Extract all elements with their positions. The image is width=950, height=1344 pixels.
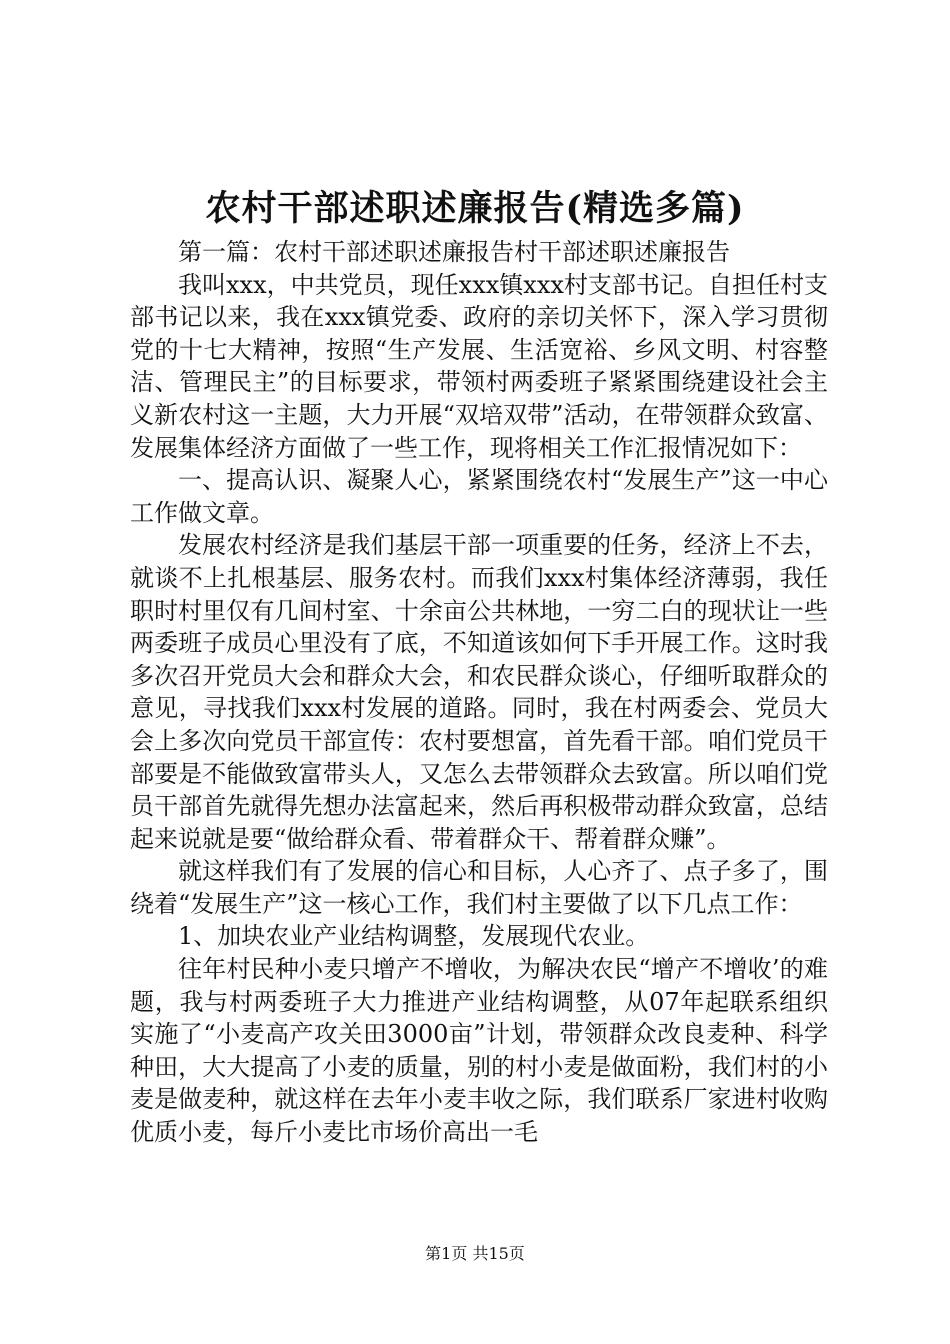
page-footer: 第1页 共15页 bbox=[425, 1244, 525, 1263]
document-title: 农村干部述职述廉报告(精选多篇) bbox=[205, 188, 745, 229]
list-item-heading: 1、加块农业产业结构调整，发展现代农业。 bbox=[178, 922, 650, 951]
subsection-heading: 一、提高认识、凝聚人心，紧紧围绕农村“发展生产”这一中心工作做文章。 bbox=[130, 466, 828, 527]
document-body bbox=[130, 236, 828, 1149]
body-paragraph: 我叫xxx，中共党员，现任xxx镇xxx村支部书记。自担任村支部书记以来，我在xxx镇党委、政府的亲切关怀下，深入学习贯彻党的十七大精神，按照“生产发展、生活宽裕、乡风文明、村容整洁、管理民主”的目标要求，带领村两委班子紧紧围绕建设社会主义新农村这一主题，大力开展“双培双带”活动，在带领群众致富、发展集体经济方面做了一些工作，现将相关工作汇报情况如下： bbox=[130, 270, 828, 462]
body-paragraph: 往年村民种小麦只增产不增收，为解决农民“增产不增收’的难题，我与村两委班子大力推进产业结构调整，从07年起联系组织实施了“小麦高产攻关田3000亩”计划，带领群众改良麦种、科学种田，大大提高了小麦的质量，别的村小麦是做面粉，我们村的小麦是做麦种，就这样在去年小麦丰收之际，我们联系厂家进村收购优质小麦，每斤小麦比市场价高出一毛 bbox=[130, 955, 828, 1147]
body-paragraph: 就这样我们有了发展的信心和目标，人心齐了、点子多了，围绕着“发展生产”这一核心工作，我们村主要做了以下几点工作： bbox=[130, 857, 828, 918]
body-paragraph: 发展农村经济是我们基层干部一项重要的任务，经济上不去，就谈不上扎根基层、服务农村。而我们xxx村集体经济薄弱，我任职时村里仅有几间村室、十余亩公共林地，一穷二白的现状让一些两委班子成员心里没有了底，不知道该如何下手开展工作。这时我多次召开党员大会和群众大会，和农民群众谈心，仔细听取群众的意见，寻找我们xxx村发展的道路。同时，我在村两委会、党员大会上多次向党员干部宣传：农村要想富，首先看干部。咱们党员干部要是不能做致富带头人，又怎么去带领群众去致富。所以咱们党员干部首先就得先想办法富起来，然后再积极带动群众致富，总结起来说就是要“做给群众看、带着群众干、帮着群众赚”。 bbox=[130, 531, 828, 853]
section-heading: 第一篇：农村干部述职述廉报告村干部述职述廉报告 bbox=[178, 238, 730, 266]
